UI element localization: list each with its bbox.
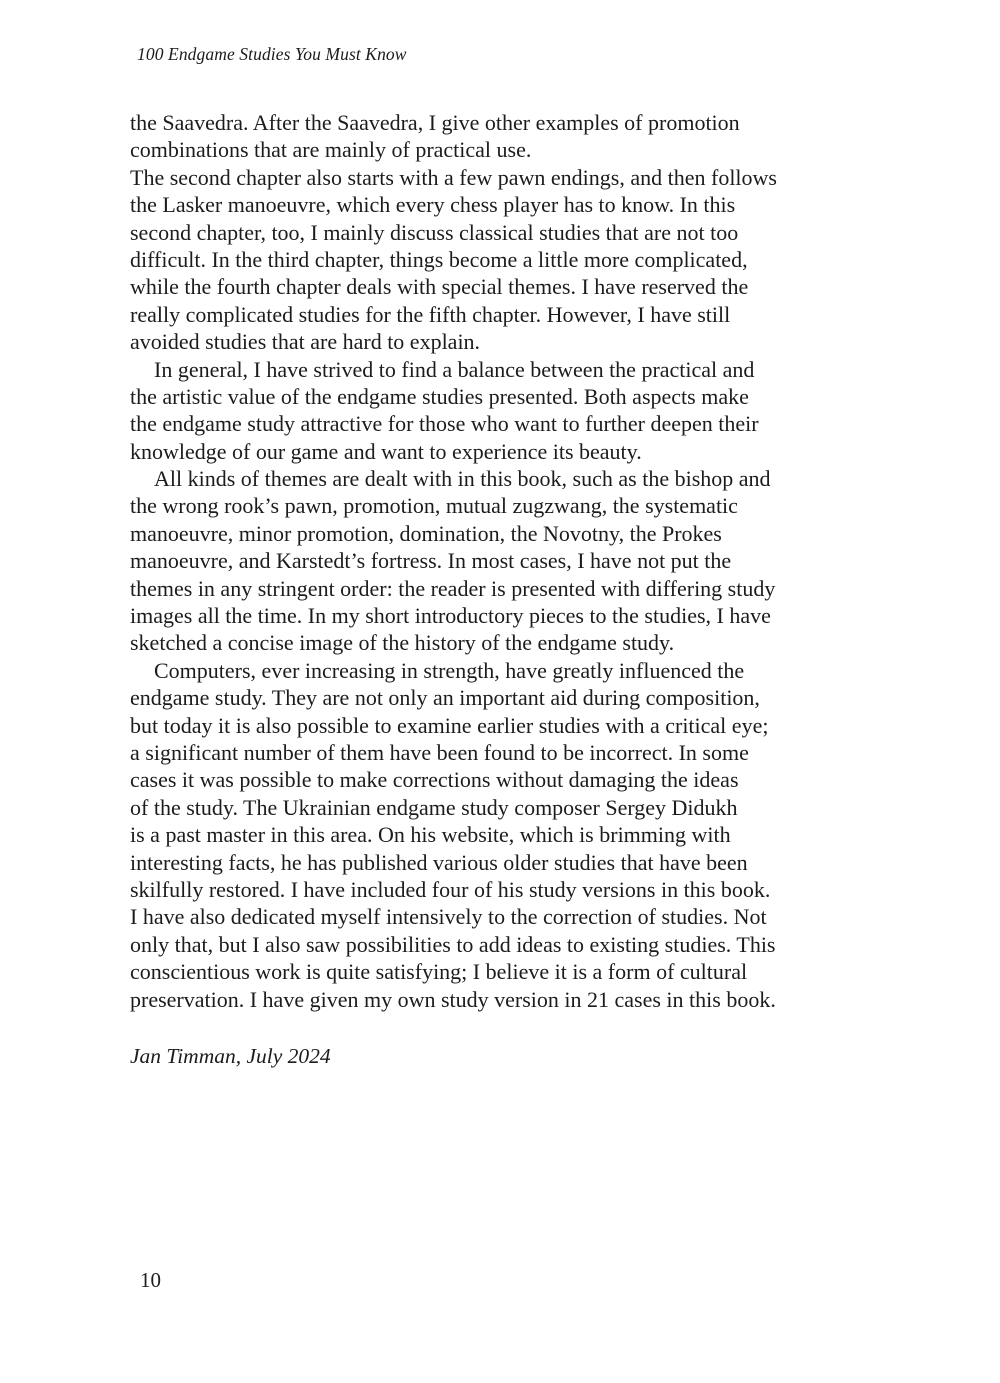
body-text: [130, 109, 870, 1013]
text-line: only that, but I also saw possibilities to add ideas to existing studies. This: [130, 931, 776, 957]
text-line: interesting facts, he has published various older studies that have been: [130, 849, 748, 875]
text-line: difficult. In the third chapter, things become a little more complicated,: [130, 246, 748, 272]
text-line: endgame study. They are not only an important aid during composition,: [130, 685, 760, 711]
text-line: the Lasker manoeuvre, which every chess player has to know. In this: [130, 192, 736, 218]
text-line: Computers, ever increasing in strength, have greatly influenced the: [154, 657, 745, 683]
text-line: In general, I have strived to find a balance between the practical and: [154, 356, 755, 382]
author-signature: Jan Timman, July 2024: [130, 1044, 331, 1068]
page-number: 10: [140, 1268, 161, 1292]
text-line: avoided studies that are hard to explain.: [130, 329, 481, 355]
text-line: The second chapter also starts with a few pawn endings, and then follows: [130, 164, 777, 190]
text-line: the endgame study attractive for those who want to further deepen their: [130, 411, 759, 437]
text-line: the wrong rook’s pawn, promotion, mutual zugzwang, the systematic: [130, 493, 738, 519]
text-line: skilfully restored. I have included four of his study versions in this book.: [130, 876, 771, 902]
text-line: manoeuvre, and Karstedt’s fortress. In most cases, I have not put the: [130, 548, 732, 574]
text-line: is a past master in this area. On his website, which is brimming with: [130, 822, 731, 848]
text-line: manoeuvre, minor promotion, domination, the Novotny, the Prokes: [130, 520, 722, 546]
text-line: preservation. I have given my own study version in 21 cases in this book.: [130, 986, 776, 1012]
text-line: All kinds of themes are dealt with in this book, such as the bishop and: [154, 466, 771, 492]
text-line: images all the time. In my short introductory pieces to the studies, I have: [130, 603, 771, 629]
text-line: the artistic value of the endgame studies presented. Both aspects make: [130, 383, 749, 409]
text-line: second chapter, too, I mainly discuss classical studies that are not too: [130, 219, 739, 245]
text-line: but today it is also possible to examine earlier studies with a critical eye;: [130, 712, 769, 738]
text-line: themes in any stringent order: the reader is presented with differing study: [130, 575, 776, 601]
text-line: cases it was possible to make corrections without damaging the ideas: [130, 767, 739, 793]
text-line: combinations that are mainly of practical use.: [130, 137, 532, 163]
text-line: a significant number of them have been found to be incorrect. In some: [130, 739, 749, 765]
text-line: conscientious work is quite satisfying; I believe it is a form of cultural: [130, 959, 748, 985]
text-line: really complicated studies for the fifth chapter. However, I have still: [130, 301, 731, 327]
text-line: while the fourth chapter deals with special themes. I have reserved the: [130, 274, 749, 300]
text-line: of the study. The Ukrainian endgame study composer Sergey Didukh: [130, 794, 738, 820]
text-line: knowledge of our game and want to experience its beauty.: [130, 438, 642, 464]
text-line: sketched a concise image of the history of the endgame study.: [130, 630, 675, 656]
running-head: 100 Endgame Studies You Must Know: [137, 44, 407, 64]
text-line: I have also dedicated myself intensively to the correction of studies. Not: [130, 904, 767, 930]
text-line: the Saavedra. After the Saavedra, I give other examples of promotion: [130, 110, 740, 135]
